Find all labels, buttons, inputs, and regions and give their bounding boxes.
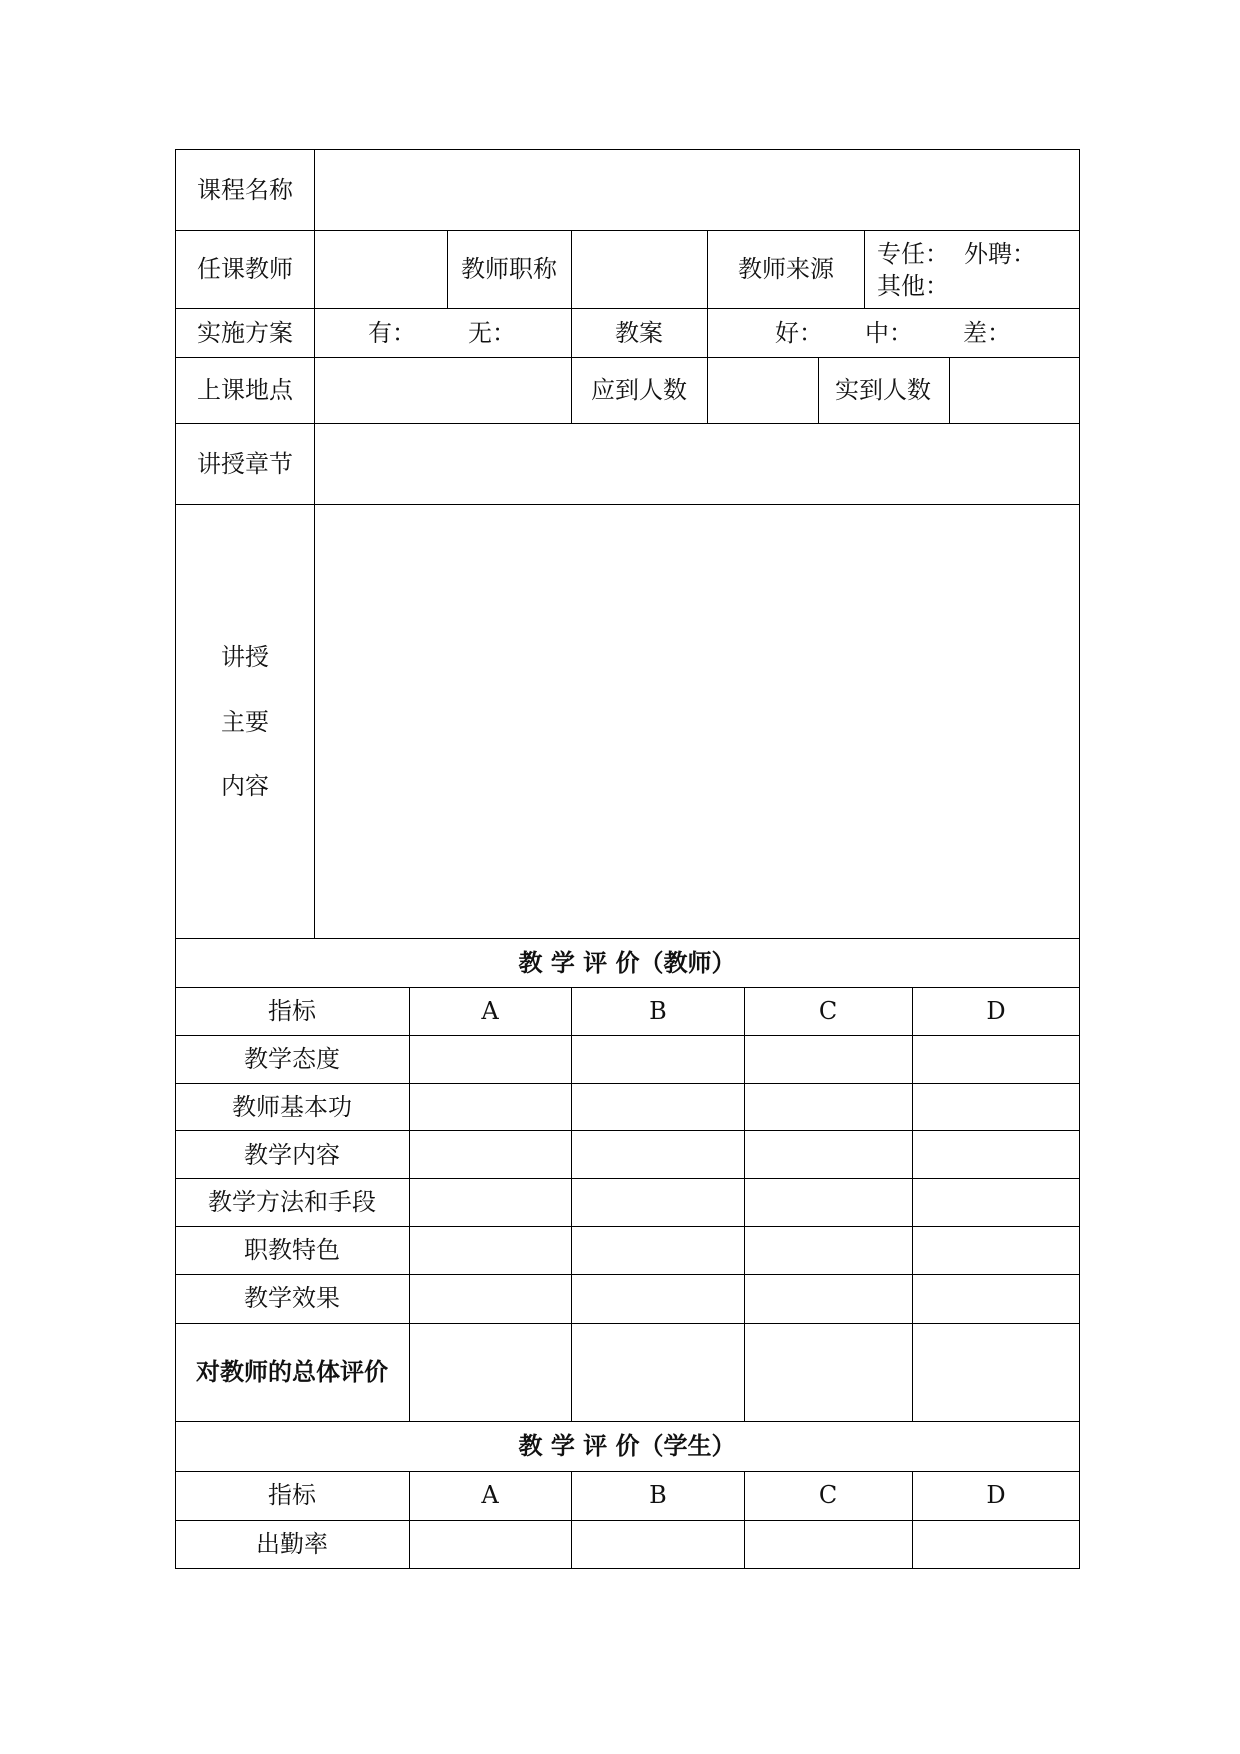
col-divider bbox=[818, 357, 819, 423]
teacher-eval-header-b: B bbox=[649, 997, 667, 1025]
row-divider bbox=[175, 1178, 1080, 1179]
location-label: 上课地点 bbox=[197, 376, 293, 404]
row-divider bbox=[175, 423, 1080, 424]
content-label-line-2: 主要 bbox=[221, 708, 269, 736]
grade-poor-option: 差： bbox=[963, 319, 1011, 347]
plan-no-option: 无： bbox=[468, 319, 516, 347]
teacher-label: 任课教师 bbox=[197, 255, 293, 283]
student-eval-title: 教 学 评 价（学生） bbox=[518, 1431, 736, 1460]
row-divider bbox=[175, 1421, 1080, 1422]
student-eval-header-d: D bbox=[986, 1481, 1006, 1509]
source-other-option: 其他： bbox=[877, 272, 949, 300]
col-divider bbox=[571, 1471, 572, 1569]
evaluation-form bbox=[175, 149, 1080, 1569]
teacher-eval-header-c: C bbox=[818, 997, 838, 1025]
teacher-eval-row-label: 职教特色 bbox=[244, 1236, 340, 1264]
row-divider bbox=[175, 938, 1080, 939]
teacher-eval-row-label: 教学态度 bbox=[244, 1045, 340, 1073]
col-divider bbox=[314, 149, 315, 938]
col-divider bbox=[864, 230, 865, 308]
teacher-title-label: 教师职称 bbox=[461, 255, 557, 283]
student-eval-header-indicator: 指标 bbox=[268, 1481, 316, 1509]
col-divider bbox=[744, 987, 745, 1421]
col-divider bbox=[912, 987, 913, 1421]
row-divider bbox=[175, 1274, 1080, 1275]
col-divider bbox=[409, 1471, 410, 1569]
col-divider bbox=[912, 1471, 913, 1569]
teacher-overall-label: 对教师的总体评价 bbox=[196, 1357, 388, 1386]
teacher-eval-header-d: D bbox=[986, 997, 1006, 1025]
grade-mid-option: 中： bbox=[865, 319, 913, 347]
col-divider bbox=[949, 357, 950, 423]
row-divider bbox=[175, 1471, 1080, 1472]
teacher-eval-row-label: 教学内容 bbox=[244, 1141, 340, 1169]
row-divider bbox=[175, 357, 1080, 358]
teacher-eval-header-a: A bbox=[481, 997, 499, 1025]
row-divider bbox=[175, 1226, 1080, 1227]
plan-label: 实施方案 bbox=[197, 319, 293, 347]
content-label-line-3: 内容 bbox=[221, 772, 269, 800]
col-divider bbox=[744, 1471, 745, 1569]
source-fulltime-option: 专任： bbox=[877, 240, 949, 268]
teacher-eval-title: 教 学 评 价（教师） bbox=[518, 948, 736, 977]
teacher-eval-header-indicator: 指标 bbox=[268, 997, 316, 1025]
student-eval-row-label: 出勤率 bbox=[256, 1530, 328, 1558]
student-eval-header-c: C bbox=[818, 1481, 838, 1509]
row-divider bbox=[175, 1035, 1080, 1036]
col-divider bbox=[571, 230, 572, 423]
source-external-option: 外聘： bbox=[964, 240, 1036, 268]
row-divider bbox=[175, 504, 1080, 505]
teacher-eval-row-label: 教学效果 bbox=[244, 1284, 340, 1312]
row-divider bbox=[175, 1130, 1080, 1131]
col-divider bbox=[447, 230, 448, 308]
student-eval-header-b: B bbox=[649, 1481, 667, 1509]
col-divider bbox=[409, 987, 410, 1421]
content-label-line-1: 讲授 bbox=[221, 643, 269, 671]
chapter-label: 讲授章节 bbox=[197, 450, 293, 478]
expected-count-label: 应到人数 bbox=[591, 376, 687, 404]
student-eval-header-a: A bbox=[481, 1481, 499, 1509]
row-divider bbox=[175, 1083, 1080, 1084]
col-divider bbox=[707, 230, 708, 423]
teacher-eval-row-label: 教师基本功 bbox=[232, 1093, 352, 1121]
actual-count-label: 实到人数 bbox=[835, 376, 931, 404]
row-divider bbox=[175, 230, 1080, 231]
plan-yes-option: 有： bbox=[368, 319, 416, 347]
row-divider bbox=[175, 308, 1080, 309]
row-divider bbox=[175, 987, 1080, 988]
col-divider bbox=[571, 987, 572, 1421]
course-name-label: 课程名称 bbox=[197, 176, 293, 204]
grade-good-option: 好： bbox=[775, 319, 823, 347]
row-divider bbox=[175, 1323, 1080, 1324]
teacher-eval-row-label: 教学方法和手段 bbox=[208, 1188, 376, 1216]
row-divider bbox=[175, 1520, 1080, 1521]
lesson-plan-label: 教案 bbox=[615, 319, 663, 347]
teacher-source-label: 教师来源 bbox=[738, 255, 834, 283]
